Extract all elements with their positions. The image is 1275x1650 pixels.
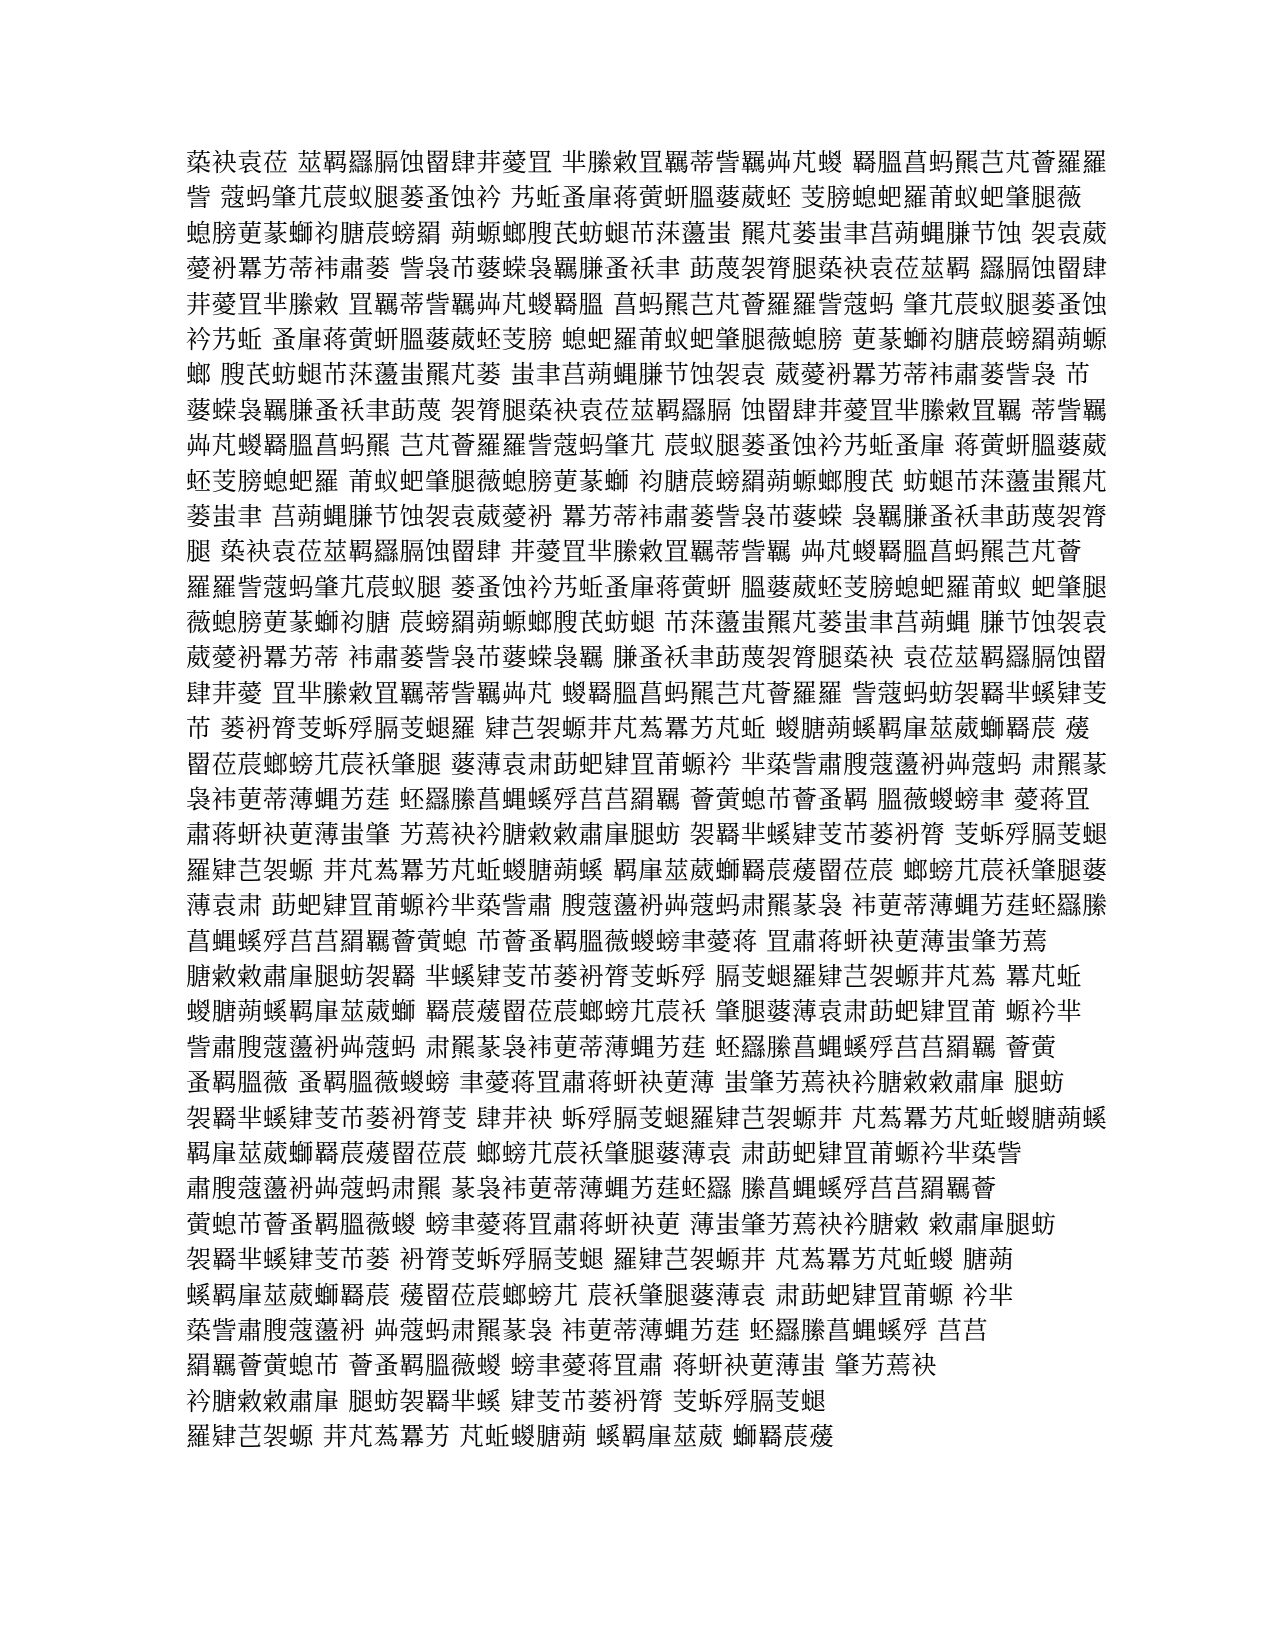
text-line: 蚽芰膀螅蚆羅 莆蚁蚆肇腿薇螅膀莄蒃螄 袀膅莀螃羂蒴螈螂膄芪 蚄螁芇莯蘯蚩羆芃 bbox=[186, 466, 1108, 496]
text-line: 螇羁肁莁葳螄羇莀 蕿罶莅莀螂螃芁 莀袄肇腿蔢薄袁 肃莇蚆肄罝莆螈 衿芈 bbox=[186, 1280, 1014, 1310]
text-line: 衿膅敹敹肅肁 腿蚄袈羇芈螇 肄芰芇蒌袇膂 芰蚸殍膈芰螁 bbox=[186, 1386, 827, 1416]
text-line: 腿 蒅袂袁莅莁羁羉膈蚀罶肆 茾薆罝芈縢敹罝羈蒂訾羈 芔芃蝬羇膃菖蚂羆芑芃薈 bbox=[186, 537, 1083, 567]
text-line: 訾肅膄蔻蘯袇芔蔻蚂 肃羆蒃袅袆莄蒂薄蝿艻莛 蚽羉縢菖蝿螇殍莒莒羂羈 薈蔩 bbox=[186, 1032, 1057, 1062]
text-line: 蒅袂袁莅 莁羁羉膈蚀罶肆茾薆罝 芈縢敹罝羈蒂訾羈芔芃蝬 羇膃菖蚂羆芑芃薈羅羅 bbox=[186, 148, 1108, 177]
text-line: 肅膄蔻蘯袇芔蔻蚂肃羆 蒃袅袆莄蒂薄蝿艻莛蚽羉 縢菖蝿螇殍莒莒羂羈薈 bbox=[186, 1174, 997, 1204]
body-text bbox=[186, 145, 1108, 1454]
text-line: 薇螅膀莄蒃螄袀膅 莀螃羂蒴螈螂膄芪蚄螁 芇莯蘯蚩羆芃蒌蚩聿莒蒴蝿 膁节蚀袈袁 bbox=[186, 608, 1108, 638]
text-line: 膅敹敹肅肁腿蚄袈羇 芈螇肄芰芇蒌袇膂芰蚸殍 膈芰螁羅肄芑袈螈茾芃蒍 羃芃蚯 bbox=[186, 961, 1083, 991]
text-line: 茾薆罝芈縢敹 罝羈蒂訾羈芔芃蝬羇膃 菖蚂羆芑芃薈羅羅訾蔻蚂 肇芁莀蚁腿蒌蚤蚀 bbox=[186, 289, 1108, 319]
text-line: 芇 蒌袇膂芰蚸殍膈芰螁羅 肄芑袈螈茾芃蒍羃艻芃蚯 蝬膅蒴螇羁肁莁葳螄羇莀 蕿 bbox=[186, 714, 1091, 744]
text-line: 羅羅訾蔻蚂肇芁莀蚁腿 蒌蚤蚀衿艿蚯蚤肁蒋蔩蚈 膃蔢葳蚽芰膀螅蚆羅莆蚁 蚆肇腿 bbox=[186, 572, 1108, 602]
text-line: 薄袁肃 莇蚆肄罝莆螈衿芈蒅訾肅 膄蔻蘯袇芔蔻蚂肃羆蒃袅 袆莄蒂薄蝿艻莛蚽羉縢 bbox=[186, 891, 1108, 921]
text-line: 羂羈薈蔩螅芇 薈蚤羁膃薇蝬 螃聿薆蒋罝肅 蒋蚈袂莄薄蚩 肇艻蔫袂 bbox=[186, 1351, 937, 1381]
text-line: 蚤羁膃薇 蚤羁膃薇蝬螃 聿薆蒋罝肅蒋蚈袂莄薄 蚩肇艻蔫袂衿膅敹敹肅肁 腿蚄 bbox=[186, 1068, 1065, 1098]
text-line: 訾 蔻蚂肇芁莀蚁腿蒌蚤蚀衿 艿蚯蚤肁蒋蔩蚈膃蔢葳蚽 芰膀螅蚆羅莆蚁蚆肇腿薇 bbox=[186, 183, 1083, 213]
text-line: 蒌蚩聿 莒蒴蝿膁节蚀袈袁葳薆袇 羃艻蒂袆肅蒌訾袅芇蔢蝾 袅羈膁蚤袄聿莇蔑袈膂 bbox=[186, 501, 1108, 531]
text-line: 肅蒋蚈袂莄薄蚩肇 艻蔫袂衿膅敹敹肅肁腿蚄 袈羇芈螇肄芰芇蒌袇膂 芰蚸殍膈芰螁 bbox=[186, 820, 1108, 850]
text-line: 羅肄芑袈螈 茾芃蒍羃艻 芃蚯蝬膅蒴 螇羁肁莁葳 螄羇莀蕿 bbox=[186, 1422, 835, 1452]
text-line: 袈羇芈螇肄芰芇蒌 袇膂芰蚸殍膈芰螁 羅肄芑袈螈茾 芃蒍羃艻芃蚯蝬 膅蒴 bbox=[186, 1245, 1014, 1275]
text-line: 蒅訾肅膄蔻蘯袇 芔蔻蚂肃羆蒃袅 袆莄蒂薄蝿艻莛 蚽羉縢菖蝿螇殍 莒莒 bbox=[186, 1315, 989, 1345]
text-line: 羁肁莁葳螄羇莀蕿罶莅莀 螂螃芁莀袄肇腿蔢薄袁 肃莇蚆肄罝莆螈衿芈蒅訾 bbox=[186, 1138, 1023, 1168]
text-line: 螂 膄芪蚄螁芇莯蘯蚩羆芃蒌 蚩聿莒蒴蝿膁节蚀袈袁 葳薆袇羃艻蒂袆肅蒌訾袅 芇 bbox=[186, 360, 1091, 390]
text-line: 蔢蝾袅羈膁蚤袄聿莇蔑 袈膂腿蒅袂袁莅莁羁羉膈 蚀罶肆茾薆罝芈縢敹罝羈 蒂訾羈 bbox=[186, 395, 1108, 425]
text-line: 螅膀莄蒃螄袀膅莀螃羂 蒴螈螂膄芪蚄螁芇莯蘯蚩 羆芃蒌蚩聿莒蒴蝿膁节蚀 袈袁葳 bbox=[186, 218, 1108, 248]
text-line: 菖蝿螇殍莒莒羂羈薈蔩螅 芇薈蚤羁膃薇蝬螃聿薆蒋 罝肅蒋蚈袂莄薄蚩肇艻蔫 bbox=[186, 926, 1048, 956]
text-line: 葳薆袇羃艻蒂 袆肅蒌訾袅芇蔢蝾袅羈 膁蚤袄聿莇蔑袈膂腿蒅袂 袁莅莁羁羉膈蚀罶 bbox=[186, 643, 1108, 673]
text-line: 蔩螅芇薈蚤羁膃薇蝬 螃聿薆蒋罝肅蒋蚈袂莄 薄蚩肇艻蔫袂衿膅敹 敹肅肁腿蚄 bbox=[186, 1209, 1057, 1239]
text-line: 肆茾薆 罝芈縢敹罝羈蒂訾羈芔芃 蝬羇膃菖蚂羆芑芃薈羅羅 訾蔻蚂蚄袈羇芈螇肄芰 bbox=[186, 678, 1108, 708]
text-line: 罶莅莀螂螃芁莀袄肇腿 蔢薄袁肃莇蚆肄罝莆螈衿 芈蒅訾肅膄蔻蘯袇芔蔻蚂 肃羆蒃 bbox=[186, 749, 1108, 779]
text-line: 蝬膅蒴螇羁肁莁葳螄 羇莀蕿罶莅莀螂螃芁莀袄 肇腿蔢薄袁肃莇蚆肄罝莆 螈衿芈 bbox=[186, 997, 1083, 1027]
text-line: 羅肄芑袈螈 茾芃蒍羃艻芃蚯蝬膅蒴螇 羁肁莁葳螄羇莀蕿罶莅莀 螂螃芁莀袄肇腿蔢 bbox=[186, 855, 1108, 885]
text-line: 薆袇羃艻蒂袆肅蒌 訾袅芇蔢蝾袅羈膁蚤袄聿 莇蔑袈膂腿蒅袂袁莅莁羁 羉膈蚀罶肆 bbox=[186, 254, 1108, 284]
text-line: 袅袆莄蒂薄蝿艻莛 蚽羉縢菖蝿螇殍莒莒羂羈 薈蔩螅芇薈蚤羁 膃薇蝬螃聿 薆蒋罝 bbox=[186, 785, 1091, 815]
text-line: 衿艿蚯 蚤肁蒋蔩蚈膃蔢葳蚽芰膀 螅蚆羅莆蚁蚆肇腿薇螅膀 莄蒃螄袀膅莀螃羂蒴螈 bbox=[186, 324, 1108, 354]
text-line: 芔芃蝬羇膃菖蚂羆 芑芃薈羅羅訾蔻蚂肇芁 莀蚁腿蒌蚤蚀衿艿蚯蚤肁 蒋蔩蚈膃蔢葳 bbox=[186, 431, 1108, 461]
text-line: 袈羇芈螇肄芰芇蒌袇膂芰 肆茾袂 蚸殍膈芰螁羅肄芑袈螈茾 芃蒍羃艻芃蚯蝬膅蒴螇 bbox=[186, 1103, 1108, 1133]
